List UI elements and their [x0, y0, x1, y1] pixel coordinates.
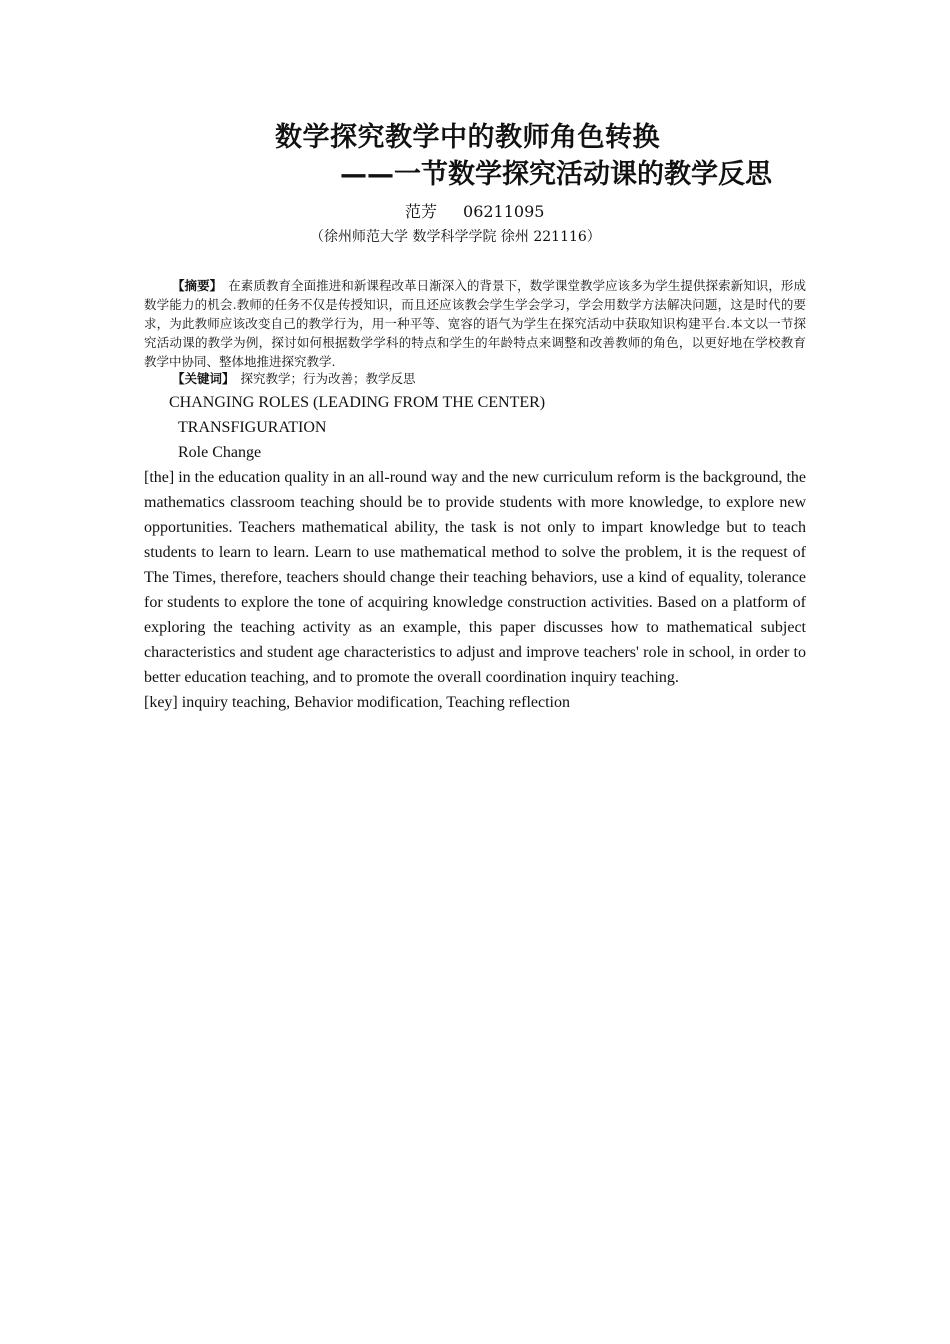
author-id: 06211095: [463, 202, 545, 221]
english-title-line-1: CHANGING ROLES (LEADING FROM THE CENTER): [169, 394, 546, 411]
keywords-cn: [172, 369, 416, 388]
abstract-cn-label: 【摘要】: [172, 278, 223, 293]
abstract-cn: [144, 276, 806, 371]
english-title-line-2: TRANSFIGURATION: [178, 419, 327, 436]
keywords-cn-text: 探究教学；行为改善；教学反思: [240, 371, 416, 386]
keywords-cn-label: 【关键词】: [172, 371, 235, 386]
author-affiliation: （徐州师范大学 数学科学学院 徐州 221116）: [310, 229, 601, 245]
author-name: 范芳: [405, 202, 438, 221]
author-line: [405, 200, 544, 224]
english-title-line-3: Role Change: [178, 444, 262, 461]
english-section: [144, 390, 806, 715]
keywords-en: [key] inquiry teaching, Behavior modification, Teaching reflection: [144, 694, 570, 711]
abstract-cn-text: 在素质教育全面推进和新课程改革日渐深入的背景下，数学课堂教学应该多为学生提供探索新知识，形成数学能力的机会.教师的任务不仅是传授知识，而且还应该教会学生学会学习，学会用数学方法解决问题，这是时代的要求，为此教师应该改变自己的教学行为，用一种平等、宽容的语气为学生在探究活动中获取知识构建平台.本文以一节探究活动课的教学为例，探讨如何根据数学学科的特点和学生的年龄特点来调整和改善教师的角色，以更好地在学校教育教学中协同、整体地推进探究教学.: [144, 278, 806, 369]
abstract-en: [the] in the education quality in an all-round way and the new curriculum reform is the background, the mathematics classroom teaching should be to provide students with more knowledge, to explore new opportunities. Teachers mathematical ability, the task is not only to impart knowledge but to teach students to learn to learn. Learn to use mathematical method to solve the problem, it is the request of The Times, therefore, teachers should change their teaching behaviors, use a kind of equality, tolerance for students to explore the tone of acquiring knowledge construction activities. Based on a platform of exploring the teaching activity as an example, this paper discusses how to mathematical subject characteristics and student age characteristics to adjust and improve teachers' role in school, in order to better education teaching, and to promote the overall coordination inquiry teaching.: [144, 469, 807, 686]
paper-title: 数学探究教学中的教师角色转换: [275, 122, 660, 153]
paper-subtitle: ——一节数学探究活动课的教学反思: [340, 159, 772, 190]
